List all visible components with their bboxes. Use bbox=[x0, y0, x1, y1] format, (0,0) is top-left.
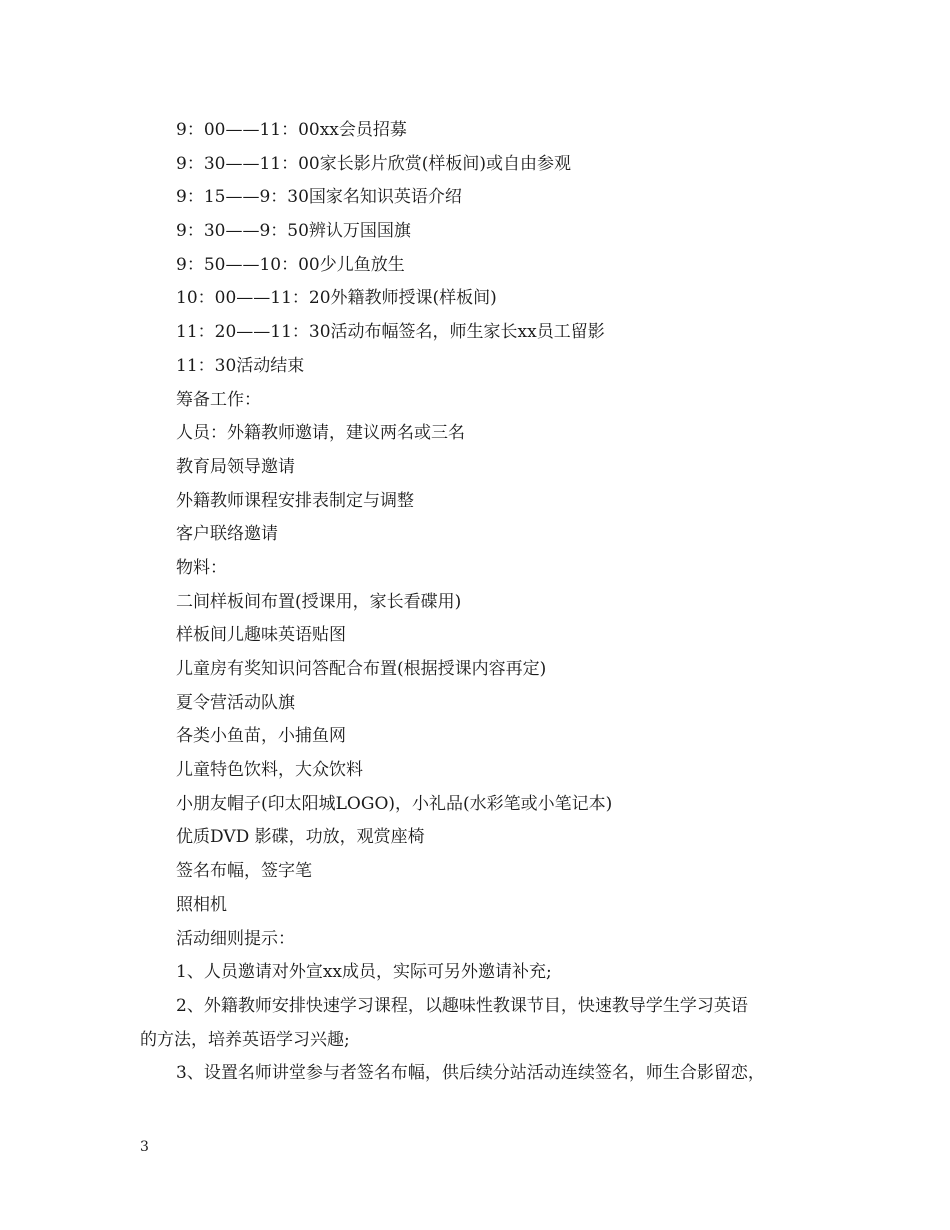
schedule-line: 10：00——11：20外籍教师授课(样板间) bbox=[176, 288, 497, 309]
schedule-line: 9：30——9：50辨认万国国旗 bbox=[176, 221, 411, 242]
list-item: 夏令营活动队旗 bbox=[176, 692, 295, 713]
page-number: 3 bbox=[140, 1139, 149, 1155]
schedule-line: 9：30——11：00家长影片欣赏(样板间)或自由参观 bbox=[176, 153, 571, 174]
list-item: 客户联络邀请 bbox=[176, 524, 278, 545]
schedule-line: 9：50——10：00少儿鱼放生 bbox=[176, 254, 405, 275]
numbered-item: 3、设置名师讲堂参与者签名布幅，供后续分站活动连续签名，师生合影留恋， bbox=[176, 1063, 765, 1084]
schedule-line: 11：20——11：30活动布幅签名，师生家长xx员工留影 bbox=[176, 322, 605, 343]
document-body bbox=[140, 114, 830, 1091]
section-heading: 活动细则提示： bbox=[176, 928, 295, 949]
schedule-line: 11：30活动结束 bbox=[176, 355, 305, 376]
numbered-item: 2、外籍教师安排快速学习课程，以趣味性教课节目，快速教导学生学习英语 bbox=[176, 995, 748, 1016]
list-item: 外籍教师课程安排表制定与调整 bbox=[176, 490, 414, 511]
list-item: 小朋友帽子(印太阳城LOGO)，小礼品(水彩笔或小笔记本) bbox=[176, 793, 613, 814]
list-item: 儿童特色饮料，大众饮料 bbox=[176, 760, 363, 781]
schedule-line: 9：15——9：30国家名知识英语介绍 bbox=[176, 187, 462, 208]
numbered-item: 1、人员邀请对外宣xx成员，实际可另外邀请补充; bbox=[176, 962, 552, 983]
list-item: 二间样板间布置(授课用，家长看碟用) bbox=[176, 591, 462, 612]
list-item: 儿童房有奖知识问答配合布置(根据授课内容再定) bbox=[176, 659, 547, 679]
list-item: 人员：外籍教师邀请，建议两名或三名 bbox=[176, 423, 465, 444]
section-heading: 物料： bbox=[176, 557, 227, 578]
numbered-item-continuation: 的方法，培养英语学习兴趣; bbox=[140, 1029, 350, 1050]
list-item: 照相机 bbox=[176, 894, 227, 915]
list-item: 教育局领导邀请 bbox=[176, 456, 295, 477]
list-item: 样板间儿趣味英语贴图 bbox=[176, 625, 346, 646]
list-item: 各类小鱼苗，小捕鱼网 bbox=[176, 726, 346, 747]
list-item: 签名布幅，签字笔 bbox=[176, 861, 312, 882]
schedule-line: 9：00——11：00xx会员招募 bbox=[176, 120, 407, 140]
list-item: 优质DVD 影碟，功放，观赏座椅 bbox=[176, 827, 425, 848]
section-heading: 筹备工作： bbox=[176, 389, 261, 410]
